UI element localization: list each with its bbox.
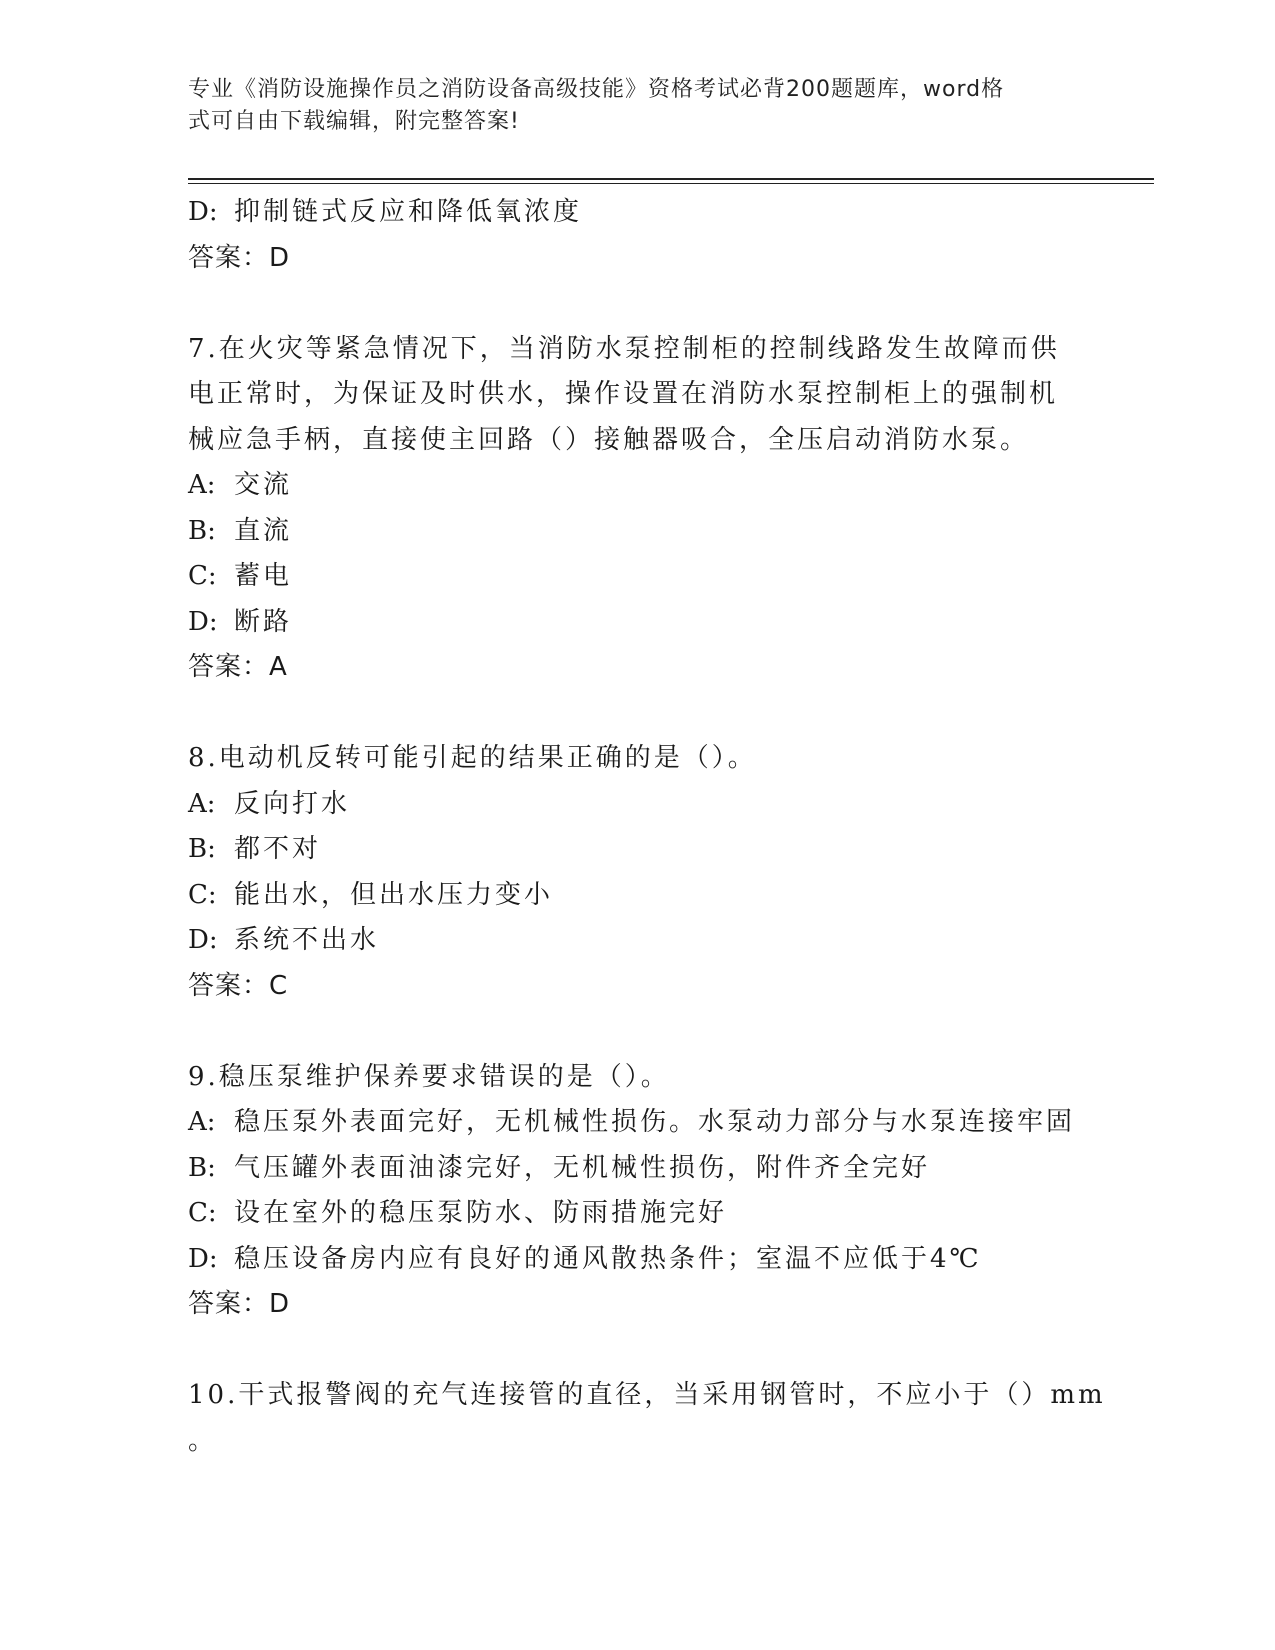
option-letter: B:	[188, 515, 216, 546]
option-letter: A:	[188, 1107, 216, 1137]
q7-option-a	[188, 463, 1088, 509]
option-letter: C:	[188, 1198, 217, 1228]
q8-option-a	[188, 782, 1088, 828]
option-text: 断路	[234, 606, 293, 637]
option-text: 设在室外的稳压泵防水、防雨措施完好	[234, 1198, 728, 1228]
q9-option-d	[188, 1237, 1088, 1283]
q9-answer: 答案：D	[188, 1289, 291, 1319]
q7-option-b	[188, 509, 1088, 555]
q8-option-c	[188, 873, 1088, 919]
q8-answer: 答案：C	[188, 970, 289, 1001]
q7-stem-line-1: 7.在火灾等紧急情况下，当消防水泵控制柜的控制线路发生故障而供	[188, 333, 1060, 364]
q7-option-c	[188, 554, 1088, 600]
option-letter: C:	[188, 561, 217, 591]
option-letter: C:	[188, 879, 217, 910]
option-text: 能出水，但出水压力变小	[234, 879, 554, 910]
q7-stem-line-2: 电正常时，为保证及时供水，操作设置在消防水泵控制柜上的强制机	[188, 379, 1059, 409]
q10-stem-line-1: 10.干式报警阀的充气连接管的直径，当采用钢管时，不应小于（）mm	[188, 1380, 1106, 1410]
option-letter: D:	[188, 1243, 218, 1274]
q8-option-d	[188, 918, 1088, 964]
q9-stem-line-1: 9.稳压泵维护保养要求错误的是（）。	[188, 1061, 670, 1092]
option-text: 都不对	[234, 834, 322, 864]
q8-stem-line-1: 8.电动机反转可能引起的结果正确的是（）。	[188, 743, 757, 773]
option-text: 系统不出水	[234, 925, 380, 955]
q6-answer: 答案：D	[188, 242, 291, 273]
question-list	[188, 190, 1106, 1464]
option-letter: D:	[188, 925, 218, 955]
option-letter: A:	[188, 470, 216, 500]
option-letter: B:	[188, 834, 216, 864]
q9-option-b	[188, 1146, 1088, 1192]
header-line-2: 式可自由下载编辑，附完整答案!	[188, 109, 520, 134]
q10-stem-line-2: 。	[188, 1425, 218, 1456]
option-letter: A:	[188, 788, 216, 819]
option-letter: D:	[188, 606, 218, 637]
q7-answer: 答案：A	[188, 652, 288, 682]
document-header	[188, 74, 1068, 138]
option-text: 蓄电	[234, 561, 293, 591]
option-text: 气压罐外表面油漆完好，无机械性损伤，附件齐全完好	[234, 1152, 931, 1183]
option-text: 稳压泵外表面完好，无机械性损伤。水泵动力部分与水泵连接牢固	[234, 1107, 1076, 1137]
q7-stem-line-3: 械应急手柄，直接使主回路（）接触器吸合，全压启动消防水泵。	[188, 424, 1030, 455]
header-divider-thick	[188, 178, 1154, 180]
option-letter: B:	[188, 1152, 216, 1183]
option-text: 直流	[234, 515, 293, 546]
q9-option-a	[188, 1100, 1088, 1146]
q9-option-c	[188, 1191, 1088, 1237]
header-divider-thin	[188, 183, 1154, 184]
q8-option-b	[188, 827, 1088, 873]
header-line-1: 专业《消防设施操作员之消防设备高级技能》资格考试必背200题题库，word格	[188, 77, 1005, 102]
option-text: 反向打水	[234, 788, 351, 819]
q6-option-d	[188, 190, 1088, 236]
option-text: 交流	[234, 470, 293, 500]
option-text: 稳压设备房内应有良好的通风散热条件；室温不应低于4℃	[234, 1243, 982, 1274]
option-text: 抑制链式反应和降低氧浓度	[234, 197, 583, 227]
q7-option-d	[188, 600, 1088, 646]
option-letter: D:	[188, 197, 218, 227]
